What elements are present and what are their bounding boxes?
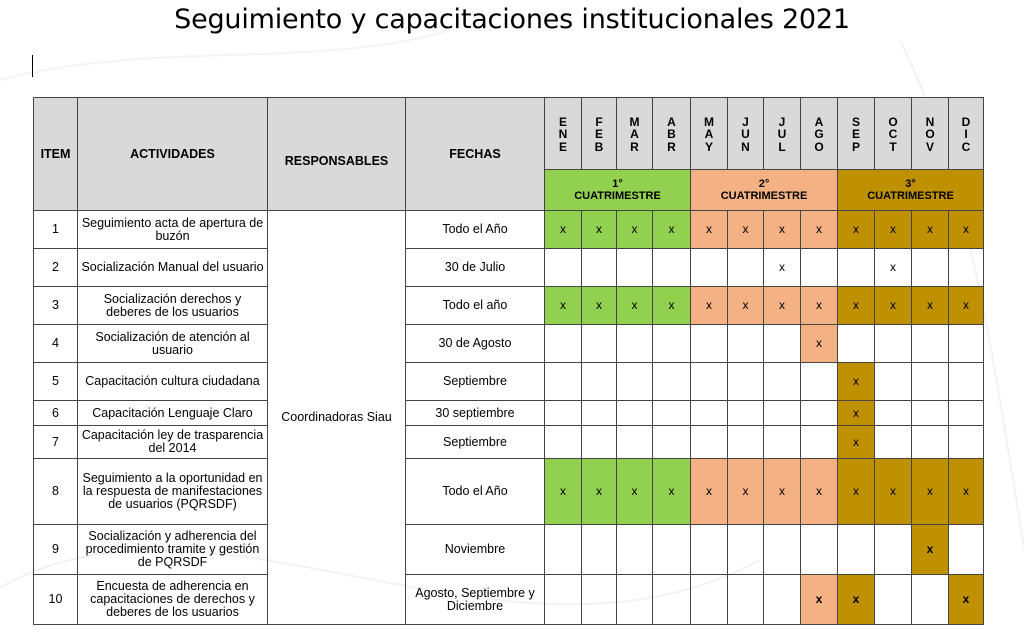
fecha-cell: 30 de Julio bbox=[406, 249, 545, 287]
activity-cell: Socialización derechos y deberes de los usuarios bbox=[78, 287, 268, 325]
month-cell: x bbox=[838, 459, 875, 525]
month-header-2 bbox=[617, 98, 653, 170]
month-cell bbox=[653, 401, 691, 426]
month-header-9 bbox=[875, 98, 912, 170]
month-letter: P bbox=[851, 139, 860, 154]
header-actividades: ACTIVIDADES bbox=[78, 98, 268, 211]
text-cursor bbox=[32, 55, 33, 77]
month-letter: O bbox=[925, 127, 935, 142]
table-row bbox=[34, 287, 984, 325]
fecha-cell: Todo el año bbox=[406, 287, 545, 325]
month-cell bbox=[838, 525, 875, 575]
month-letter: N bbox=[558, 127, 568, 142]
month-cell bbox=[582, 426, 617, 459]
fecha-cell: Noviembre bbox=[406, 525, 545, 575]
month-header-6 bbox=[764, 98, 801, 170]
table-row bbox=[34, 363, 984, 401]
month-letter: U bbox=[741, 127, 750, 142]
month-cell bbox=[545, 575, 582, 625]
table-row bbox=[34, 459, 984, 525]
month-header-7 bbox=[801, 98, 838, 170]
item-number: 6 bbox=[34, 401, 78, 426]
month-cell bbox=[875, 363, 912, 401]
month-cell bbox=[653, 426, 691, 459]
month-letter: J bbox=[742, 114, 749, 129]
month-cell bbox=[691, 525, 728, 575]
month-cell: x bbox=[875, 249, 912, 287]
month-header-0 bbox=[545, 98, 582, 170]
item-number: 4 bbox=[34, 325, 78, 363]
month-cell: x bbox=[801, 211, 838, 249]
item-number: 7 bbox=[34, 426, 78, 459]
table-row bbox=[34, 211, 984, 249]
month-header-8 bbox=[838, 98, 875, 170]
month-cell bbox=[728, 325, 764, 363]
month-cell: x bbox=[949, 575, 984, 625]
month-cell: x bbox=[764, 211, 801, 249]
month-cell: x bbox=[912, 459, 949, 525]
month-letter: E bbox=[558, 114, 567, 129]
month-letter: R bbox=[630, 139, 639, 154]
month-cell: x bbox=[838, 401, 875, 426]
month-cell bbox=[545, 426, 582, 459]
month-cell bbox=[545, 401, 582, 426]
month-cell bbox=[582, 401, 617, 426]
activity-cell: Encuesta de adherencia en capacitaciones de derechos y deberes de los usuarios bbox=[78, 575, 268, 625]
item-number: 3 bbox=[34, 287, 78, 325]
month-letter: R bbox=[667, 139, 676, 154]
month-cell: x bbox=[949, 211, 984, 249]
month-cell bbox=[653, 575, 691, 625]
month-letter: U bbox=[777, 127, 787, 142]
month-cell bbox=[728, 249, 764, 287]
month-cell: x bbox=[875, 459, 912, 525]
month-cell: x bbox=[801, 325, 838, 363]
month-cell bbox=[875, 525, 912, 575]
month-letter: B bbox=[667, 127, 676, 142]
month-letter: G bbox=[814, 127, 824, 142]
month-cell bbox=[801, 363, 838, 401]
page-title: Seguimiento y capacitaciones institucionales 2021 bbox=[174, 4, 850, 35]
item-number: 2 bbox=[34, 249, 78, 287]
month-cell: x bbox=[545, 287, 582, 325]
month-cell: x bbox=[691, 459, 728, 525]
month-letter: S bbox=[851, 114, 860, 129]
month-cell bbox=[617, 426, 653, 459]
month-letter: A bbox=[814, 114, 824, 129]
month-cell bbox=[949, 401, 984, 426]
table-row bbox=[34, 325, 984, 363]
cuatrimestre-label: CUATRIMESTRE bbox=[574, 190, 661, 202]
month-letter: E bbox=[594, 127, 603, 142]
month-letter: O bbox=[814, 139, 824, 154]
month-cell: x bbox=[801, 575, 838, 625]
month-cell bbox=[875, 401, 912, 426]
month-cell bbox=[691, 363, 728, 401]
month-cell bbox=[653, 525, 691, 575]
month-header-4 bbox=[691, 98, 728, 170]
table-row bbox=[34, 575, 984, 625]
month-cell: x bbox=[838, 211, 875, 249]
month-cell bbox=[764, 575, 801, 625]
activity-cell: Capacitación ley de trasparencia del 2014 bbox=[78, 426, 268, 459]
fecha-cell: 30 de Agosto bbox=[406, 325, 545, 363]
month-header-3 bbox=[653, 98, 691, 170]
month-letter: M bbox=[704, 114, 714, 129]
item-number: 10 bbox=[34, 575, 78, 625]
cuatrimestre-label: CUATRIMESTRE bbox=[720, 190, 808, 202]
month-cell: x bbox=[838, 575, 875, 625]
month-letter: L bbox=[778, 139, 786, 154]
month-cell bbox=[653, 325, 691, 363]
table-row bbox=[34, 249, 984, 287]
month-cell: x bbox=[838, 287, 875, 325]
month-cell: x bbox=[875, 211, 912, 249]
item-number: 5 bbox=[34, 363, 78, 401]
month-header-10 bbox=[912, 98, 949, 170]
fecha-cell: Septiembre bbox=[406, 426, 545, 459]
cuatrimestre-number: 2° bbox=[758, 178, 770, 190]
month-cell bbox=[764, 426, 801, 459]
month-cell bbox=[691, 575, 728, 625]
month-cell bbox=[838, 249, 875, 287]
month-letter: E bbox=[558, 139, 567, 154]
month-letter: B bbox=[594, 139, 604, 154]
month-cell bbox=[728, 401, 764, 426]
month-letter: C bbox=[888, 127, 898, 142]
month-cell bbox=[764, 525, 801, 575]
month-cell: x bbox=[582, 287, 617, 325]
month-cell bbox=[617, 525, 653, 575]
month-cell bbox=[912, 363, 949, 401]
fecha-cell: Todo el Año bbox=[406, 459, 545, 525]
month-cell: x bbox=[764, 459, 801, 525]
month-cell bbox=[949, 249, 984, 287]
month-cell bbox=[764, 325, 801, 363]
month-letter: F bbox=[595, 114, 603, 129]
header-fechas: FECHAS bbox=[406, 98, 545, 211]
month-cell bbox=[582, 575, 617, 625]
month-letter: M bbox=[629, 114, 640, 129]
activity-cell: Capacitación cultura ciudadana bbox=[78, 363, 268, 401]
month-cell bbox=[617, 575, 653, 625]
activity-cell: Seguimiento acta de apertura de buzón bbox=[78, 211, 268, 249]
month-letter: Y bbox=[704, 139, 713, 154]
month-cell bbox=[728, 426, 764, 459]
month-cell bbox=[728, 525, 764, 575]
month-cell: x bbox=[764, 249, 801, 287]
month-cell bbox=[617, 401, 653, 426]
item-number: 8 bbox=[34, 459, 78, 525]
month-letter: J bbox=[778, 114, 786, 129]
month-cell bbox=[912, 426, 949, 459]
month-letter: A bbox=[630, 127, 639, 142]
month-cell: x bbox=[582, 459, 617, 525]
month-cell bbox=[912, 325, 949, 363]
month-cell: x bbox=[545, 211, 582, 249]
month-letter: A bbox=[704, 127, 714, 142]
cuatrimestre-header-2 bbox=[691, 170, 838, 211]
month-cell bbox=[691, 401, 728, 426]
cuatrimestre-header-3 bbox=[838, 170, 984, 211]
month-cell bbox=[801, 401, 838, 426]
month-cell: x bbox=[838, 426, 875, 459]
month-cell bbox=[838, 325, 875, 363]
cuatrimestre-number: 3° bbox=[905, 178, 916, 190]
month-cell: x bbox=[728, 459, 764, 525]
month-letter: C bbox=[961, 139, 971, 154]
month-letter: D bbox=[961, 114, 971, 129]
fecha-cell: Septiembre bbox=[406, 363, 545, 401]
month-cell bbox=[582, 249, 617, 287]
activity-cell: Socialización de atención al usuario bbox=[78, 325, 268, 363]
month-cell bbox=[653, 363, 691, 401]
month-cell: x bbox=[691, 211, 728, 249]
month-cell: x bbox=[617, 459, 653, 525]
month-cell bbox=[875, 426, 912, 459]
month-cell: x bbox=[582, 211, 617, 249]
month-cell bbox=[728, 575, 764, 625]
month-cell bbox=[582, 363, 617, 401]
month-cell: x bbox=[728, 287, 764, 325]
header-item: ITEM bbox=[34, 98, 78, 211]
month-letter: A bbox=[667, 114, 676, 129]
month-cell: x bbox=[653, 211, 691, 249]
month-cell: x bbox=[617, 287, 653, 325]
month-cell bbox=[949, 363, 984, 401]
month-cell: x bbox=[728, 211, 764, 249]
month-cell: x bbox=[617, 211, 653, 249]
month-cell bbox=[545, 249, 582, 287]
month-cell: x bbox=[801, 459, 838, 525]
month-cell bbox=[875, 575, 912, 625]
month-letter: N bbox=[741, 139, 750, 154]
month-cell bbox=[912, 249, 949, 287]
month-cell bbox=[949, 525, 984, 575]
month-cell bbox=[949, 426, 984, 459]
month-cell: x bbox=[912, 525, 949, 575]
table-row bbox=[34, 426, 984, 459]
month-cell: x bbox=[949, 459, 984, 525]
month-cell bbox=[764, 363, 801, 401]
cuatrimestre-label: CUATRIMESTRE bbox=[867, 190, 954, 202]
month-cell bbox=[912, 401, 949, 426]
month-cell: x bbox=[545, 459, 582, 525]
month-cell bbox=[801, 249, 838, 287]
month-cell: x bbox=[653, 459, 691, 525]
month-cell bbox=[582, 525, 617, 575]
month-cell bbox=[949, 325, 984, 363]
table-row bbox=[34, 525, 984, 575]
month-cell bbox=[545, 525, 582, 575]
cuatrimestre-header-1 bbox=[545, 170, 691, 211]
month-cell bbox=[801, 525, 838, 575]
month-cell bbox=[617, 325, 653, 363]
month-cell: x bbox=[653, 287, 691, 325]
item-number: 1 bbox=[34, 211, 78, 249]
month-cell bbox=[653, 249, 691, 287]
month-letter: O bbox=[888, 114, 898, 129]
activity-cell: Socialización Manual del usuario bbox=[78, 249, 268, 287]
activity-cell: Capacitación Lenguaje Claro bbox=[78, 401, 268, 426]
month-cell bbox=[801, 426, 838, 459]
month-cell bbox=[691, 325, 728, 363]
month-cell: x bbox=[838, 363, 875, 401]
month-cell bbox=[912, 575, 949, 625]
month-cell: x bbox=[801, 287, 838, 325]
month-cell: x bbox=[875, 287, 912, 325]
month-cell bbox=[545, 363, 582, 401]
month-cell bbox=[728, 363, 764, 401]
month-letter: N bbox=[925, 114, 935, 129]
month-cell bbox=[691, 249, 728, 287]
month-cell bbox=[545, 325, 582, 363]
month-cell: x bbox=[764, 287, 801, 325]
month-letter: T bbox=[889, 139, 897, 154]
month-cell: x bbox=[949, 287, 984, 325]
fecha-cell: Agosto, Septiembre y Diciembre bbox=[406, 575, 545, 625]
month-cell bbox=[582, 325, 617, 363]
fecha-cell: Todo el Año bbox=[406, 211, 545, 249]
month-cell bbox=[764, 401, 801, 426]
month-cell bbox=[617, 249, 653, 287]
schedule-table bbox=[33, 97, 984, 625]
month-cell bbox=[691, 426, 728, 459]
month-cell: x bbox=[912, 287, 949, 325]
month-header-11 bbox=[949, 98, 984, 170]
fecha-cell: 30 septiembre bbox=[406, 401, 545, 426]
month-letter: V bbox=[925, 139, 934, 154]
month-header-5 bbox=[728, 98, 764, 170]
cuatrimestre-number: 1° bbox=[612, 178, 623, 190]
month-header-1 bbox=[582, 98, 617, 170]
month-cell: x bbox=[912, 211, 949, 249]
activity-cell: Socialización y adherencia del procedimiento tramite y gestión de PQRSDF bbox=[78, 525, 268, 575]
month-letter: E bbox=[851, 127, 860, 142]
header-responsables: RESPONSABLES bbox=[268, 98, 406, 211]
month-cell bbox=[617, 363, 653, 401]
activity-cell: Seguimiento a la oportunidad en la respuesta de manifestaciones de usuarios (PQRSDF) bbox=[78, 459, 268, 525]
month-cell: x bbox=[691, 287, 728, 325]
month-cell bbox=[875, 325, 912, 363]
table-row bbox=[34, 401, 984, 426]
month-letter: I bbox=[964, 127, 968, 142]
item-number: 9 bbox=[34, 525, 78, 575]
responsable-cell: Coordinadoras Siau bbox=[268, 211, 406, 625]
